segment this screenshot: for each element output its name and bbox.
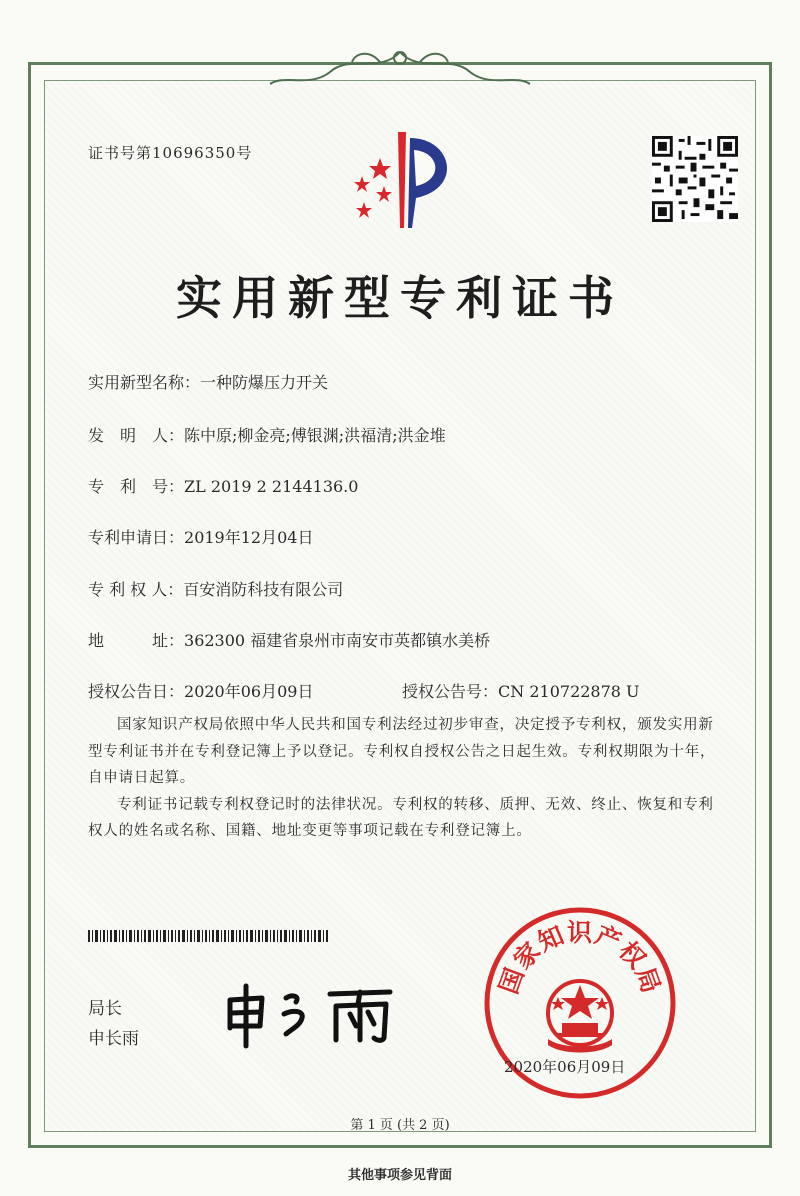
back-note: 其他事项参见背面 bbox=[347, 1168, 452, 1183]
inventor-value: 陈中原;柳金亮;傅银渊;洪福清;洪金堆 bbox=[184, 426, 446, 445]
body-paragraph-1: 国家知识产权局依照中华人民共和国专利法经过初步审查，决定授予专利权，颁发实用新型专利证书并在专利登记簿上予以登记。专利权自授权公告之日起生效。专利权期限为十年，自申请日起算。 bbox=[88, 717, 716, 786]
barcode-icon bbox=[88, 930, 328, 942]
filing-date-value: 2019年12月04日 bbox=[184, 528, 314, 547]
svg-text:国家知识产权局: 国家知识产权局 bbox=[493, 918, 667, 998]
signature-icon bbox=[220, 980, 420, 1050]
address-value: 362300 福建省泉州市南安市英都镇水美桥 bbox=[184, 631, 491, 650]
qr-code-icon bbox=[652, 136, 738, 222]
grant-number-row bbox=[402, 679, 640, 702]
ornament-icon bbox=[260, 44, 540, 94]
director-name: 申长雨 bbox=[88, 1029, 139, 1049]
patentee-row bbox=[88, 577, 343, 600]
address-label: 地 址： bbox=[88, 631, 185, 650]
body-paragraph-2: 专利证书记载专利权登记时的法律状况。专利权的转移、质押、无效、终止、恢复和专利权人的姓名或名称、国籍、地址变更等事项记载在专利登记簿上。 bbox=[88, 796, 714, 839]
grant-date-value: 2020年06月09日 bbox=[184, 682, 314, 701]
address-row bbox=[88, 628, 490, 651]
certificate-number: 证书号第10696350号 bbox=[88, 144, 253, 162]
grant-number-label: 授权公告号： bbox=[402, 682, 499, 701]
name-label: 实用新型名称： bbox=[88, 373, 201, 392]
page-number: 第 1 页 (共 2 页) bbox=[350, 1118, 450, 1133]
name-value: 一种防爆压力开关 bbox=[200, 373, 329, 392]
inventor-label: 发 明 人： bbox=[88, 426, 185, 445]
certificate-body bbox=[88, 712, 728, 845]
grant-number-value: CN 210722878 U bbox=[498, 682, 640, 701]
inventor-row bbox=[88, 423, 446, 446]
seal-date: 2020年06月09日 bbox=[504, 1058, 626, 1076]
director-title: 局长 bbox=[88, 999, 122, 1019]
patent-number-label: 专 利 号： bbox=[88, 477, 185, 496]
filing-date-row bbox=[88, 525, 313, 548]
patentee-label: 专 利 权 人： bbox=[88, 580, 184, 599]
grant-date-row bbox=[88, 679, 313, 702]
certificate-title: 实用新型专利证书 bbox=[176, 271, 624, 325]
patentee-value: 百安消防科技有限公司 bbox=[183, 580, 344, 599]
utility-model-name-row bbox=[88, 370, 328, 393]
patent-number-row bbox=[88, 474, 358, 497]
grant-date-label: 授权公告日： bbox=[88, 682, 185, 701]
cnipa-logo-icon bbox=[332, 128, 472, 232]
filing-date-label: 专利申请日： bbox=[88, 528, 185, 547]
patent-number-value: ZL 2019 2 2144136.0 bbox=[184, 477, 359, 496]
